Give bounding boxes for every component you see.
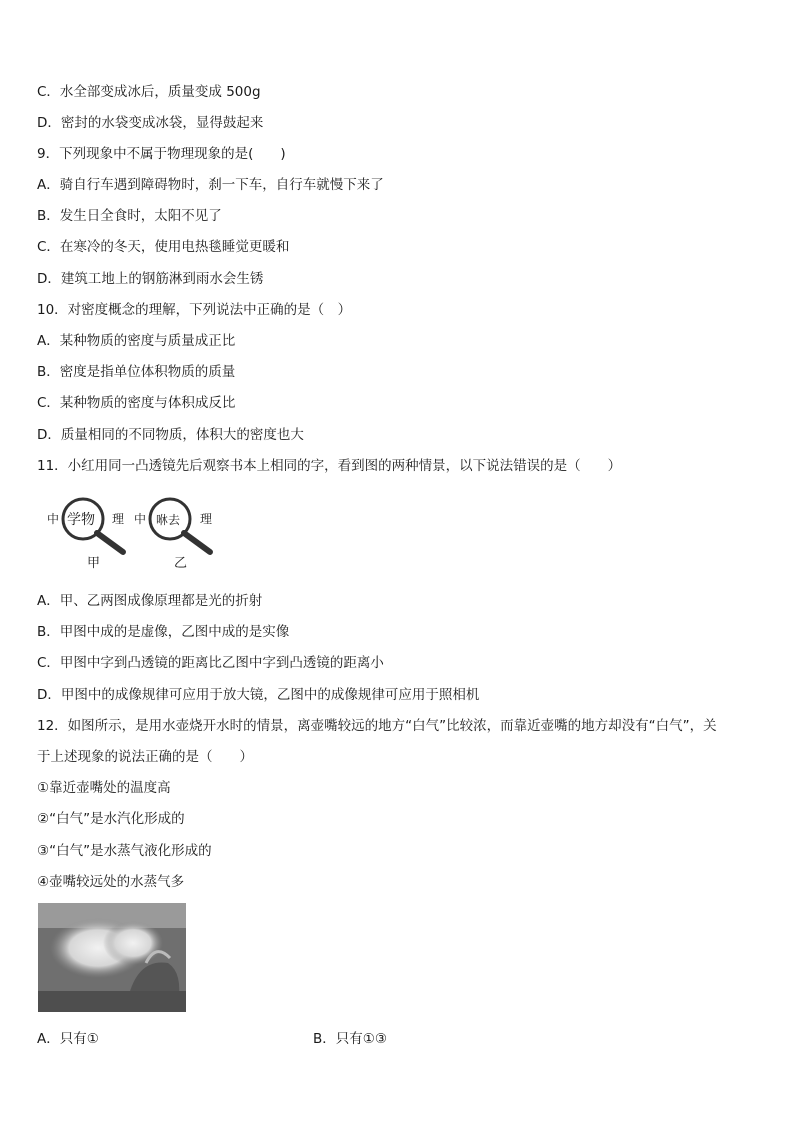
line-2: 9．下列现象中不属于物理现象的是( ) (37, 146, 286, 162)
option-b: B．只有①③ (313, 1031, 387, 1047)
lens-a-handle (97, 533, 123, 552)
lens-b-handle (184, 533, 210, 552)
line-3: A．骑自行车遇到障碍物时，刹一下车，自行车就慢下来了 (37, 177, 384, 193)
line-22: ④壶嘴较远处的水蒸气多 (37, 874, 185, 890)
line-6: D．建筑工地上的钢筋淋到雨水会生锈 (37, 271, 264, 287)
line-7: 10．对密度概念的理解，下列说法中正确的是（ ） (37, 302, 352, 318)
line-14: B．甲图中成的是虚像，乙图中成的是实像 (37, 624, 290, 640)
label-yi: 乙 (174, 556, 188, 571)
line-19: ①靠近壶嘴处的温度高 (37, 780, 171, 796)
line-13: A．甲、乙两图成像原理都是光的折射 (37, 593, 263, 609)
line-20: ②“白气”是水汽化形成的 (37, 811, 185, 827)
fig-right-char-a: 理 (112, 512, 125, 526)
line-5: C．在寒冷的冬天，使用电热毯睡觉更暖和 (37, 239, 290, 255)
fig-right-char-b: 理 (200, 512, 213, 526)
label-jia: 甲 (87, 556, 101, 571)
line-1: D．密封的水袋变成冰袋，显得鼓起来 (37, 115, 264, 131)
kettle-steam-photo (38, 903, 186, 1012)
lens-figure (40, 494, 230, 574)
line-9: B．密度是指单位体积物质的质量 (37, 364, 236, 380)
line-12: 11．小红用同一凸透镜先后观察书本上相同的字，看到图的两种情景，以下说法错误的是（ ） (37, 458, 622, 474)
line-18: 于上述现象的说法正确的是（ ） (37, 749, 253, 765)
line-15: C．甲图中字到凸透镜的距离比乙图中字到凸透镜的距离小 (37, 655, 384, 671)
line-0: C．水全部变成冰后，质量变成 500g (37, 84, 261, 100)
line-10: C．某种物质的密度与体积成反比 (37, 395, 236, 411)
line-23: A．只有① (37, 1031, 99, 1047)
lens-b-text: 咻去 (156, 513, 181, 527)
line-4: B．发生日全食时，太阳不见了 (37, 208, 222, 224)
line-16: D．甲图中的成像规律可应用于放大镜，乙图中的成像规律可应用于照相机 (37, 687, 480, 703)
line-11: D．质量相同的不同物质，体积大的密度也大 (37, 427, 304, 443)
fig-left-char-b: 中 (134, 512, 147, 526)
line-8: A．某种物质的密度与质量成正比 (37, 333, 236, 349)
line-17: 12．如图所示，是用水壶烧开水时的情景，离壶嘴较远的地方“白气”比较浓，而靠近壶嘴的地方却没有“白气”，关 (37, 718, 717, 734)
line-21: ③“白气”是水蒸气液化形成的 (37, 843, 212, 859)
lens-a-text: 学物 (67, 512, 95, 528)
fig-left-char-a: 中 (47, 512, 60, 526)
